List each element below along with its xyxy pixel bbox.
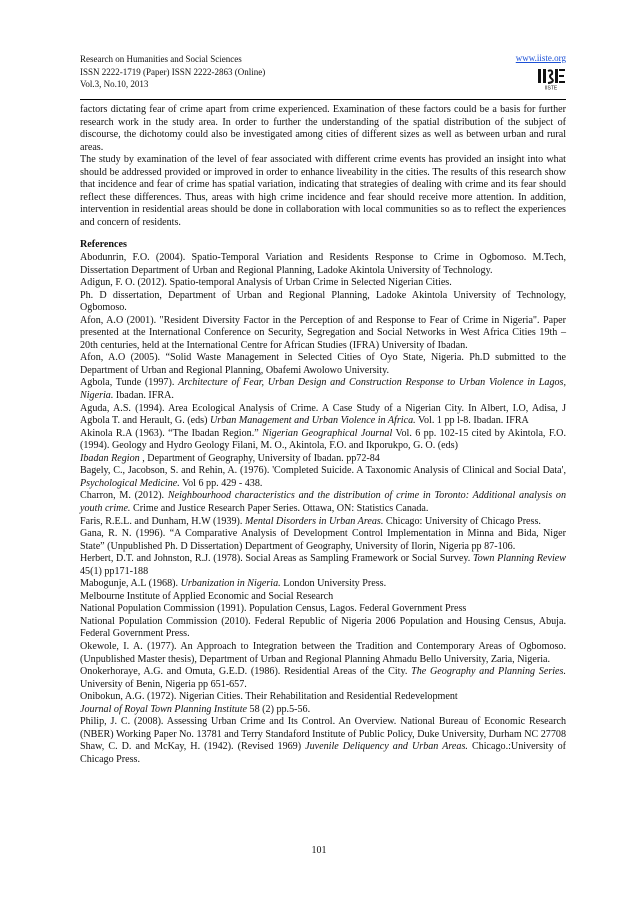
- reference-item: [80, 716, 566, 741]
- references-heading: References: [80, 239, 127, 251]
- reference-text: Gana, R. N. (1996). “A Comparative Analysis of Development Control Implementation in Minna and Bida, Niger State” (Unpublished Ph. D Dissertation) Department of Geography, University of Ilorin, Nigeria pp 87-106.: [80, 528, 566, 552]
- reference-text: Aguda, A.S. (1994). Area Ecological Analysis of Crime. A Case Study of a Nigerian City. In Albert, I.O, Adisa, J Agbola T. and Herault, G. (eds): [80, 402, 566, 427]
- reference-item: [80, 666, 566, 691]
- issn-line: ISSN 2222-1719 (Paper) ISSN 2222-2863 (Online): [80, 66, 266, 77]
- reference-title: Town Planning Review: [472, 553, 566, 565]
- reference-title: Juvenile Deliquency and Urban Areas.: [305, 741, 468, 753]
- reference-text: London University Press.: [280, 578, 387, 590]
- reference-item: [80, 616, 566, 641]
- reference-text: Afon, A.O (2005). “Solid Waste Management in Selected Cities of Oyo State, Nigeria. Ph.D submitted to the Department of Urban and Regional Planning, Obafemi Awolowo University.: [80, 352, 566, 376]
- reference-text: 45(1) pp171-188: [80, 565, 149, 577]
- reference-text: National Population Commission (1991). Population Census, Lagos. Federal Government Press: [80, 603, 467, 615]
- reference-item: [80, 704, 566, 717]
- header-rule: [80, 99, 566, 100]
- reference-text: , Department of Geography, University of Ibadan. pp72-84: [139, 452, 380, 464]
- reference-text: Akinola R.A (1963). “The Ibadan Region.”: [80, 427, 263, 439]
- reference-item: [80, 603, 566, 616]
- iiste-logo: [536, 67, 566, 91]
- reference-item: [80, 578, 566, 591]
- reference-item: [80, 553, 566, 578]
- reference-item: [80, 377, 566, 402]
- reference-item: [80, 277, 566, 290]
- reference-text: 58 (2) pp.5-56.: [247, 703, 311, 715]
- reference-item: [80, 516, 566, 529]
- paragraph-2: The study by examination of the level of fear associated with different crime events has provided an insight into what should be addressed provided or improved in order to enhance liveability in the cities. The results of this research show that incidence and fear of crime has spatial variation, indicating that strategies of dealing with crime and its fear should reflect these differences. Thus, areas with high crime incidence and fear should receive more attention. In addition, intervention in residential areas should be done in collaboration with local communities so as to reflect the experiences and concern of residents.: [80, 154, 566, 228]
- reference-text: Adigun, F. O. (2012). Spatio-temporal Analysis of Urban Crime in Selected Nigerian Cities.: [80, 277, 452, 289]
- reference-text: University of Benin, Nigeria pp 651-657.: [80, 678, 247, 690]
- reference-item: [80, 428, 566, 453]
- reference-item: [80, 252, 566, 277]
- reference-text: Ph. D dissertation, Department of Urban and Regional Planning, Ladoke Akintola University of Technology, Ogbomoso.: [80, 289, 566, 314]
- reference-text: National Population Commission (2010). Federal Republic of Nigeria 2006 Population and Housing Census, Abuja. Federal Government Press.: [80, 615, 566, 640]
- reference-title: Mental Disorders in Urban Areas.: [244, 515, 384, 527]
- reference-title: The Geography and Planning Series.: [411, 666, 566, 678]
- references-list: [80, 252, 566, 766]
- reference-text: Abodunrin, F.O. (2004). Spatio-Temporal Variation and Residents Response to Crime in Ogbomoso. M.Tech, Dissertation Department of Urban and Regional Planning, Ladoke Akintola University of Technology.: [80, 252, 566, 276]
- reference-item: [80, 490, 566, 515]
- reference-item: [80, 315, 566, 353]
- reference-item: [80, 691, 566, 704]
- reference-text: Vol. 6 pp. 102-15 cited by Akintola, F.O. (1994). Geology and Hydro Geology Filani, M. O., Akintola, F.O. and Ikporukpo, G. O. (eds): [80, 427, 566, 452]
- reference-text: Vol. 1 pp l-8. Ibadan. IFRA: [415, 415, 529, 427]
- reference-text: Afon, A.O (2001). "Resident Diversity Factor in the Perception of and Response to Fear of Crime in Nigeria". Paper presented at the International Conference on Security, Segregation and Social Networks in West Africa Cities 19th – 20th centuries, held at the International Centre for African Studies (IFRA) University of Ibadan.: [80, 314, 566, 351]
- reference-item: [80, 741, 566, 766]
- reference-text: Faris, R.E.L. and Dunham, H.W (1939).: [80, 515, 245, 527]
- reference-text: Shaw, C. D. and McKay, H. (1942). (Revised 1969): [80, 741, 306, 753]
- reference-title: Journal of Royal Town Planning Institute: [80, 703, 248, 715]
- reference-item: [80, 352, 566, 377]
- reference-item: [80, 465, 566, 490]
- reference-title: Neighbourhood characteristics and the distribution of crime in Toronto: Additional analysis on youth crime.: [80, 490, 566, 514]
- reference-text: Ibadan. IFRA.: [113, 390, 174, 402]
- volume-line: Vol.3, No.10, 2013: [80, 79, 149, 90]
- reference-text: Mabogunje, A.L (1968).: [80, 578, 181, 590]
- reference-text: Agbola, Tunde (1997).: [80, 377, 179, 389]
- reference-item: [80, 591, 566, 604]
- reference-title: Urbanization in Nigeria.: [180, 578, 281, 590]
- reference-item: [80, 528, 566, 553]
- paragraph-1: factors dictating fear of crime apart from crime experienced. Examination of these factors could be a basis for further research work in the study area. In order to further the understanding of the spatial distribution of the subject of discourse, the dichotomy could also be investigated among cities of different sizes as well as between urban and rural areas.: [80, 104, 566, 153]
- reference-item: [80, 453, 566, 466]
- reference-text: Bagely, C., Jacobson, S. and Rehin, A. (1976). 'Completed Suicide. A Taxonomic Analysis of Clinical and Social Data',: [80, 465, 566, 477]
- svg-text:IISTE: IISTE: [544, 85, 558, 91]
- reference-title: Nigerian Geographical Journal: [262, 427, 393, 439]
- reference-title: Ibadan Region: [80, 452, 140, 464]
- reference-text: Herbert, D.T. and Johnston, R.J. (1978). Social Areas as Sampling Framework or Social Survey.: [80, 553, 473, 565]
- reference-text: Onibokun, A.G. (1972). Nigerian Cities. Their Rehabilitation and Residential Redevelopment: [80, 691, 458, 703]
- reference-text: Chicago: University of Chicago Press.: [383, 515, 541, 527]
- journal-title: Research on Humanities and Social Sciences: [80, 54, 242, 64]
- reference-text: Philip, J. C. (2008). Assessing Urban Crime and Its Control. An Overview. National Bureau of Economic Research (NBER) Working Paper No. 13781 and Terry Standaford Institute of Public Policy, Duke University, Durham NC 27708: [80, 716, 566, 740]
- reference-text: Vol 6 pp. 429 - 438.: [179, 477, 263, 489]
- reference-title: Psychological Medicine.: [80, 477, 180, 489]
- reference-item: [80, 290, 566, 315]
- reference-text: Onokerhoraye, A.G. and Omuta, G.E.D. (1986). Residential Areas of the City.: [80, 666, 412, 678]
- reference-text: Chicago.:University of Chicago Press.: [80, 741, 566, 765]
- reference-text: Melbourne Institute of Applied Economic and Social Research: [80, 590, 334, 602]
- reference-item: [80, 641, 566, 666]
- reference-text: Crime and Justice Research Paper Series. Ottawa, ON: Statistics Canada.: [130, 502, 429, 514]
- journal-url-link[interactable]: www.iiste.org: [515, 53, 566, 63]
- page-number: 101: [311, 845, 327, 856]
- reference-text: Charron, M. (2012).: [80, 490, 168, 502]
- page-body: [80, 104, 566, 766]
- reference-title: Urban Management and Urban Violence in Africa.: [209, 415, 416, 427]
- reference-item: [80, 403, 566, 428]
- reference-text: Okewole, I. A. (1977). An Approach to Integration between the Tradition and Contemporary Areas of Ogbomoso. (Unpublished Master thesis), Department of Urban and Regional Planning Ahmadu Bello University, Zaria, Nigeria.: [80, 640, 566, 665]
- reference-title: Architecture of Fear, Urban Design and Construction Response to Urban Violence in Lagos, Nigeria.: [80, 377, 566, 402]
